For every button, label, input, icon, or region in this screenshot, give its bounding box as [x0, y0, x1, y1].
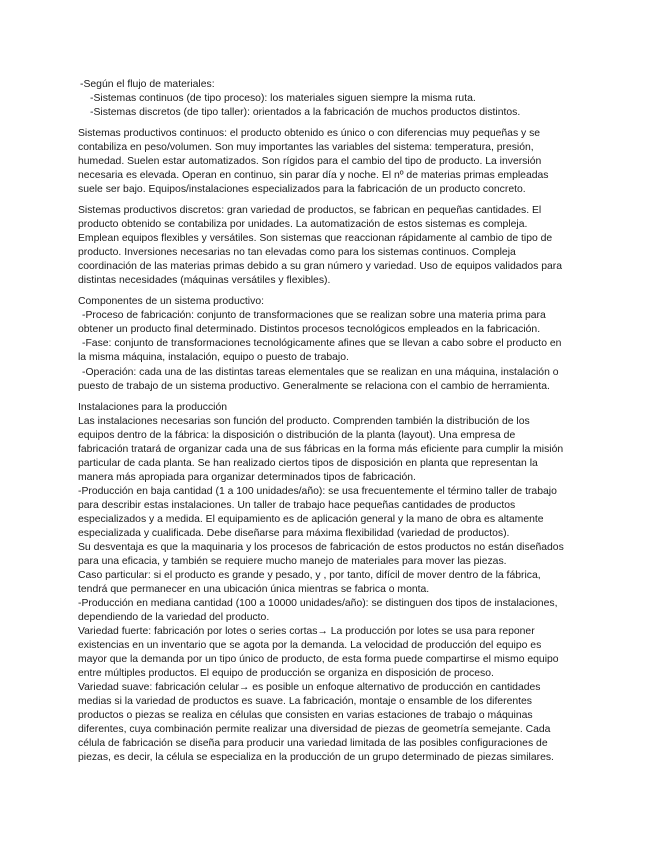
text-line: -Producción en baja cantidad (1 a 100 unidades/año): se usa frecuentemente el término taller de trabajo: [78, 486, 557, 497]
text-line: suele ser bajo. Equipos/instalaciones especializados para la fabricación de un producto concreto.: [78, 184, 526, 195]
text-line: Las instalaciones necesarias son función del producto. Comprenden también la distribución de los: [78, 416, 530, 427]
text-line: particular de cada planta. Se han realizado ciertos tipos de disposición en planta que representan la: [78, 458, 538, 469]
text-line: especializados y a medida. El equipamiento es de aplicación general y la mano de obra es altamente: [78, 514, 544, 525]
text-line: distintas necesidades (máquinas versátiles y flexibles).: [78, 275, 331, 286]
text-line: Variedad fuerte: fabricación por lotes o series cortas→ La producción por lotes se usa para reponer: [78, 626, 535, 637]
text-line: -Proceso de fabricación: conjunto de transformaciones que se realizan sobre una materia prima para: [82, 310, 546, 321]
text-line: entre múltiples productos. El equipo de producción se organiza en disposición de proceso.: [78, 668, 494, 679]
text-line: especializada y cualificada. Debe diseñarse para máxima flexibilidad (variedad de productos).: [78, 528, 510, 539]
text-line: para describir estas instalaciones. Un taller de trabajo hace pequeñas cantidades de productos: [78, 500, 516, 511]
text-line: -Fase: conjunto de transformaciones tecnológicamente afines que se llevan a cabo sobre el producto en: [82, 338, 562, 349]
text-line: coordinación de las materias primas debido a su gran número y variedad. Uso de equipos validados para: [78, 261, 563, 272]
text-line: piezas, es decir, la célula se especializa en la producción de un grupo determinado de piezas similares.: [78, 752, 554, 763]
text-line: necesaria es elevada. Operan en continuo, sin parar día y noche. El nº de materias primas empleadas: [78, 170, 549, 181]
text-line: -Operación: cada una de las distintas tareas elementales que se realizan en una máquina, instalación o: [82, 367, 559, 378]
text-line: -Según el flujo de materiales:: [80, 79, 215, 90]
text-line: productos o piezas se realiza en células que consisten en varias estaciones de trabajo o máquinas: [78, 710, 533, 721]
text-line: manera más apropiada para organizar determinados tipos de fabricación.: [78, 472, 416, 483]
text-line: la misma máquina, instalación, equipo o puesto de trabajo.: [78, 352, 349, 363]
text-line: diferentes, cuya combinación permite realizar una diversidad de piezas de geometría semejante. Cada: [78, 724, 551, 735]
text-line: puesto de trabajo de un sistema productivo. Generalmente se relaciona con el cambio de herramienta.: [78, 381, 550, 392]
text-line: Caso particular: si el producto es grande y pesado, y , por tanto, difícil de mover dentro de la fábrica,: [78, 570, 541, 581]
text-line: tendrá que permanecer en una ubicación única mientras se fabrica o monta.: [78, 584, 430, 595]
text-line: célula de fabricación se diseña para producir una variedad limitada de las posibles configuraciones de: [78, 738, 548, 749]
text-line: Emplean equipos flexibles y versátiles. Son sistemas que reaccionan rápidamente al cambio de tipo de: [78, 233, 553, 244]
text-line: Su desventaja es que la maquinaria y los procesos de fabricación de estos productos no están diseñados: [78, 542, 564, 553]
text-line: mayor que la demanda por un tipo único de producto, de esta forma puede compartirse el mismo equipo: [78, 654, 559, 665]
text-line: producto obtenido se contabiliza por unidades. La automatización de estos sistemas es compleja.: [78, 219, 528, 230]
text-line: equipos dentro de la fábrica: la disposición o distribución de la planta (layout). Una empresa de: [78, 430, 516, 441]
text-line: Instalaciones para la producción: [78, 402, 228, 413]
text-line: Componentes de un sistema productivo:: [78, 296, 264, 307]
text-line: humedad. Suelen estar automatizados. Son rígidos para el cambio del tipo de producto. La inversión: [78, 156, 542, 167]
text-line: -Sistemas continuos (de tipo proceso): los materiales siguen siempre la misma ruta.: [90, 93, 476, 104]
text-line: medias si la variedad de productos es suave. La fabricación, montaje o ensamble de los diferentes: [78, 696, 532, 707]
text-line: -Sistemas discretos (de tipo taller): orientados a la fabricación de muchos productos distintos.: [90, 107, 521, 118]
text-line: Sistemas productivos discretos: gran variedad de productos, se fabrican en pequeñas cantidades. El: [78, 205, 542, 216]
text-line: contabiliza en peso/volumen. Son muy importantes las variables del sistema: temperatura, presión,: [78, 142, 534, 153]
text-line: Variedad suave: fabricación celular→ es posible un enfoque alternativo de producción en cantidades: [78, 682, 541, 693]
text-line: producto. Inversiones necesarias no tan elevadas como para los sistemas continuos. Compleja: [78, 247, 516, 258]
text-line: -Producción en mediana cantidad (100 a 10000 unidades/año): se distinguen dos tipos de instalaciones,: [78, 598, 558, 609]
text-line: obtener un producto final determinado. Distintos procesos tecnológicos empleados en la fabricación.: [78, 324, 541, 335]
text-line: Sistemas productivos continuos: el producto obtenido es único o con diferencias muy pequeñas y se: [78, 128, 541, 139]
text-line: existencias en un inventario que se agota por la demanda. La velocidad de producción del equipo es: [78, 640, 542, 651]
text-line: fabricación tratará de organizar cada una de sus fábricas en la forma más eficiente para cumplir la misión: [78, 444, 564, 455]
text-line: dependiendo de la variedad del producto.: [78, 612, 270, 623]
text-line: para una eficacia, y también se requiere mucho manejo de materiales para mover las piezas.: [78, 556, 507, 567]
